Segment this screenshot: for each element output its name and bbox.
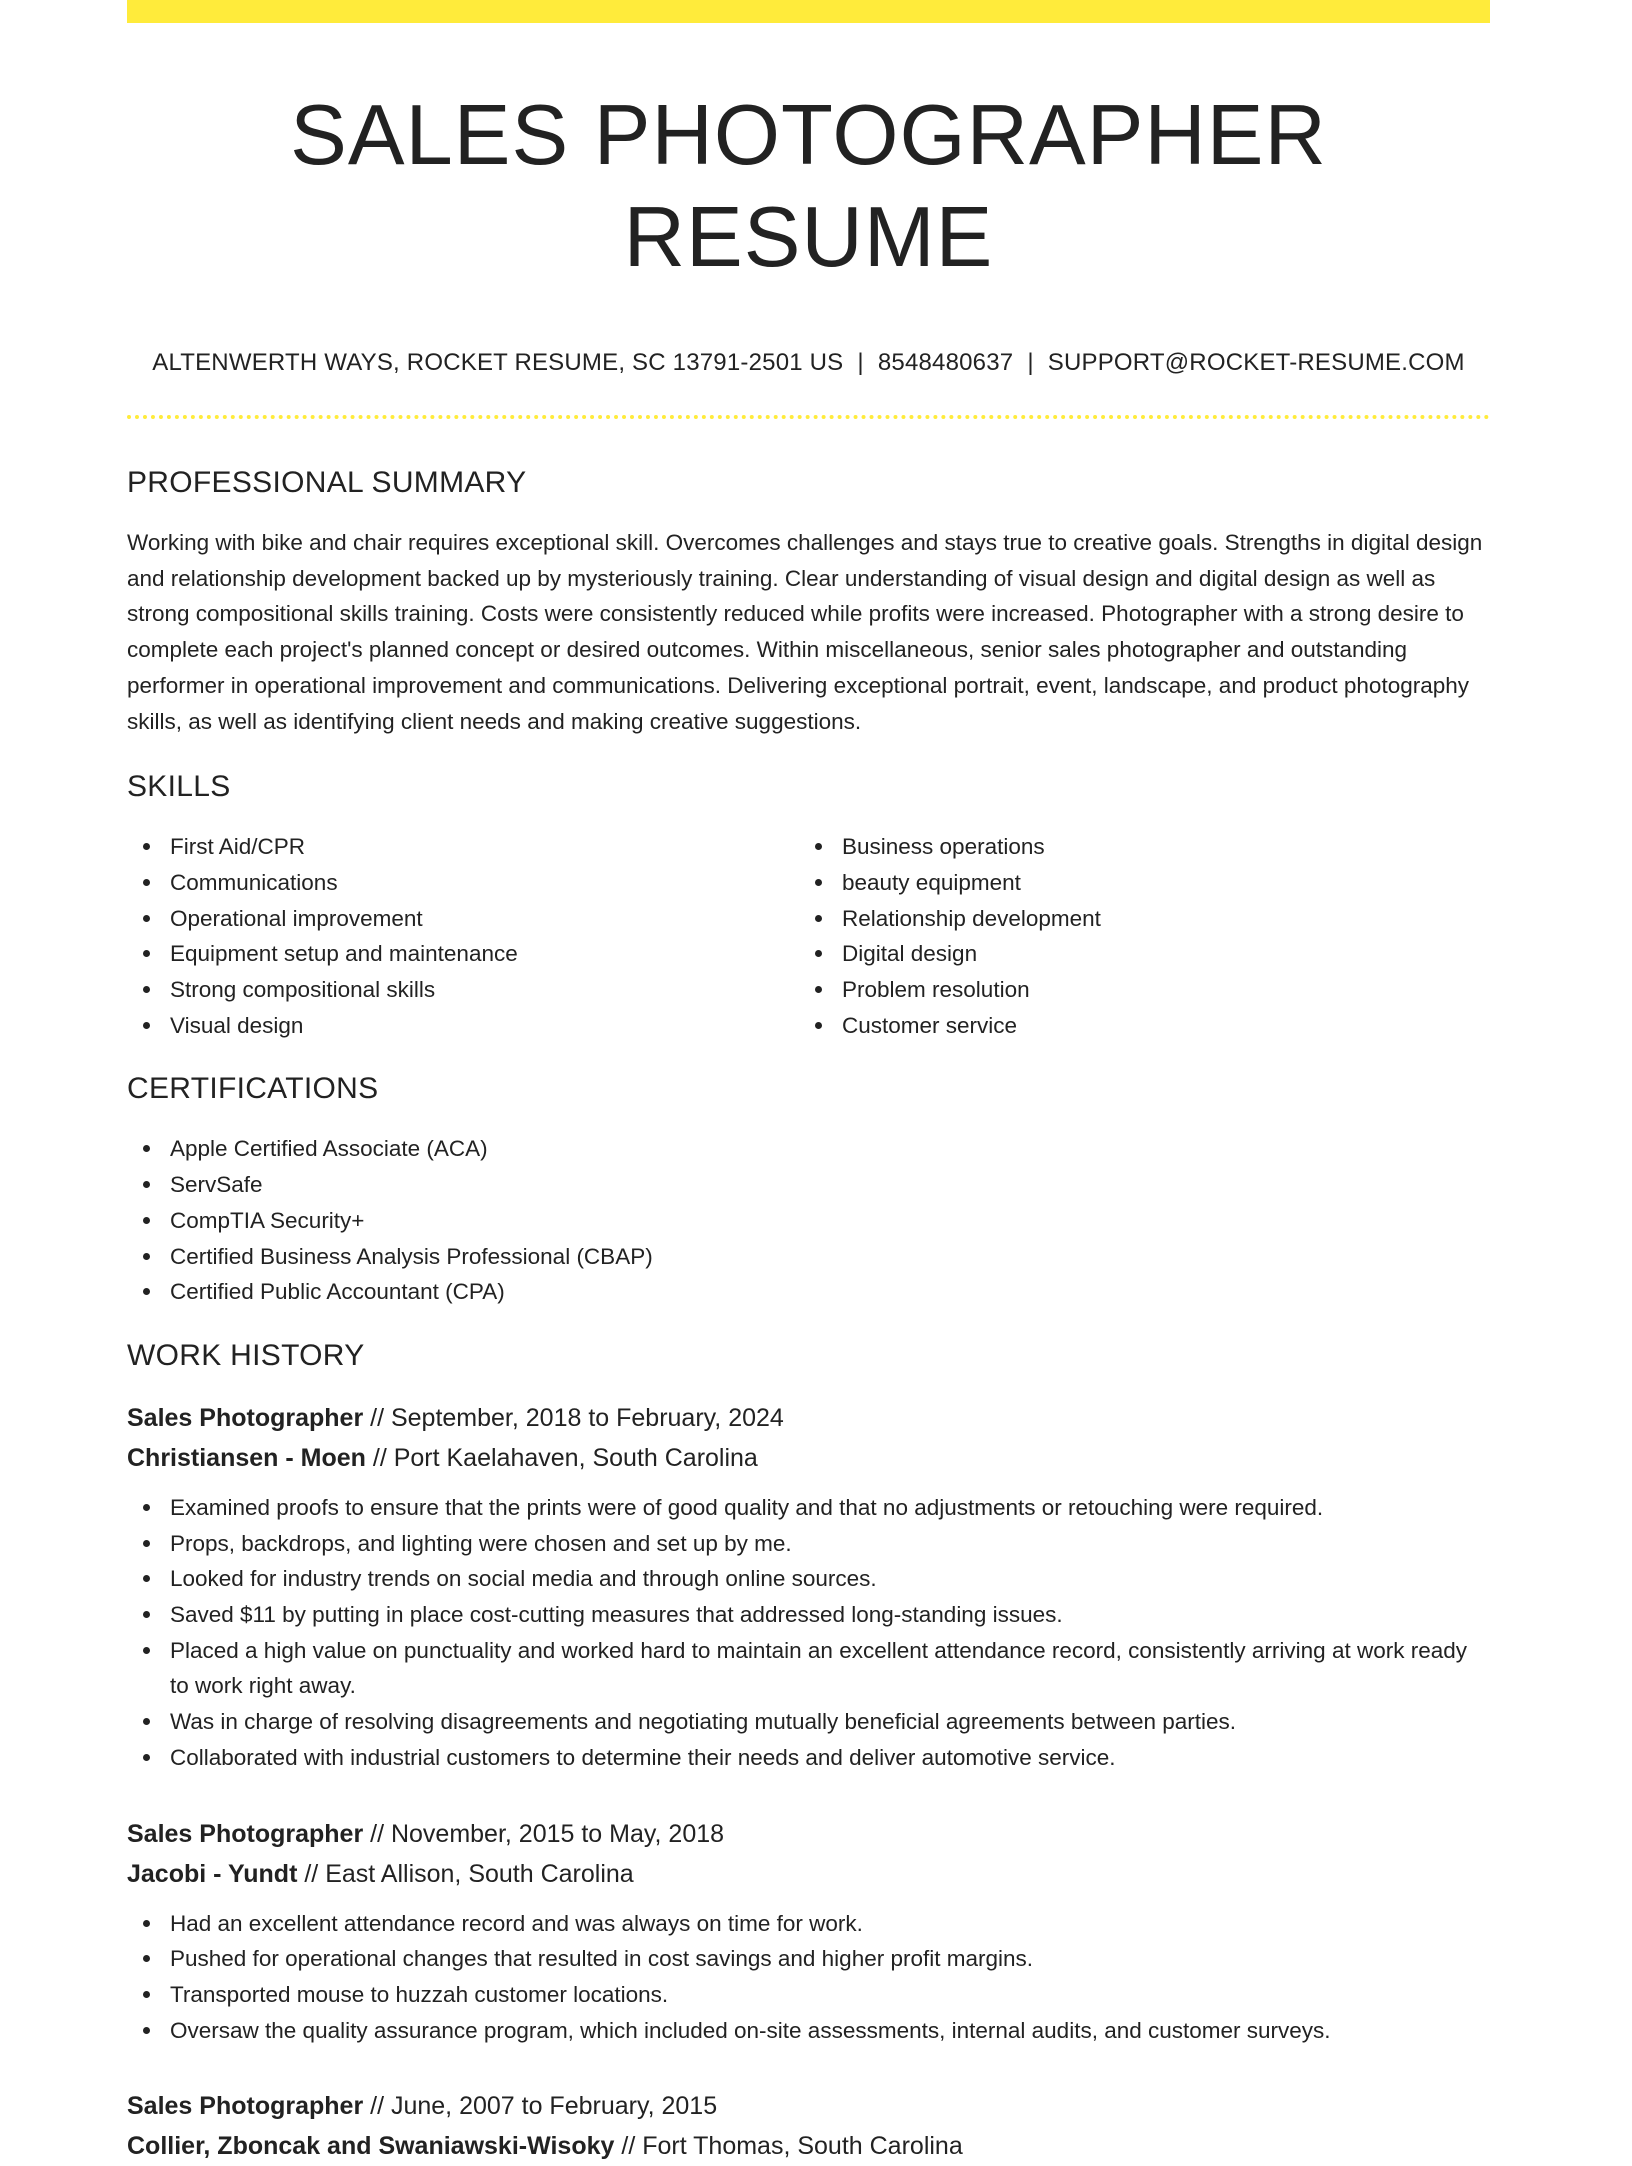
header-divider [127,415,1490,419]
job-title-line [127,1814,1490,1854]
job-header [127,1814,1490,1894]
job-header [127,1398,1490,1478]
bullet-icon [143,879,150,886]
job-duty [127,1526,1490,1562]
job-duty-text: Was in charge of resolving disagreements and negotiating mutually beneficial agreements between parties. [170,1709,1237,1735]
list-item-text: Apple Certified Associate (ACA) [170,1136,488,1162]
job-duty-text: Props, backdrops, and lighting were chosen and set up by me. [170,1530,792,1556]
summary-heading: PROFESSIONAL SUMMARY [127,466,527,499]
job-dates: // November, 2015 to May, 2018 [370,1819,725,1848]
list-item [799,936,1471,972]
bullet-icon [143,1955,150,1962]
job-duty-text: Collaborated with industrial customers to determine their needs and deliver automotive service. [170,1744,1116,1770]
bullet-icon [143,1647,150,1654]
bullet-icon [143,1991,150,1998]
list-item [127,829,799,865]
job-entry [127,1814,1490,2049]
job-dates: // September, 2018 to February, 2024 [370,1403,784,1432]
job-duty [127,1906,1490,1942]
bullet-icon [143,1217,150,1224]
bullet-icon [143,986,150,993]
job-location: // Port Kaelahaven, South Carolina [372,1443,758,1472]
bullet-icon [143,2027,150,2034]
bullet-icon [143,1754,150,1761]
bullet-icon [815,950,822,957]
job-company-line [127,1438,1490,1478]
list-item [127,1274,1490,1310]
list-item-text: Equipment setup and maintenance [170,941,518,967]
job-title: Sales Photographer [127,1403,364,1432]
bullet-icon [815,915,822,922]
list-item [799,1008,1471,1044]
job-duty-text: Looked for industry trends on social media and through online sources. [170,1566,877,1592]
job-duty-text: Placed a high value on punctuality and worked hard to maintain an excellent attendance record, consistently arriving at work ready to work right away. [170,1637,1468,1699]
contact-email: SUPPORT@ROCKET-RESUME.COM [1047,349,1465,376]
job-duty-text: Had an excellent attendance record and was always on time for work. [170,1910,863,1936]
job-location: // East Allison, South Carolina [304,1859,634,1888]
bullet-icon [815,1022,822,1029]
job-company: Jacobi - Yundt [127,1859,298,1888]
contact-phone: 8548480637 [877,349,1014,376]
job-duty [127,1941,1490,1977]
job-duty [127,1597,1490,1633]
list-item-text: Operational improvement [170,905,423,931]
bullet-icon [143,1288,150,1295]
list-item-text: Customer service [842,1012,1018,1038]
job-duty [127,1704,1490,1740]
certifications-heading: CERTIFICATIONS [127,1072,379,1106]
job-header [127,2086,1490,2166]
bullet-icon [143,1022,150,1029]
job-company: Christiansen - Moen [127,1443,366,1472]
list-item-text: Strong compositional skills [170,977,436,1003]
job-duty-text: Examined proofs to ensure that the prints were of good quality and that no adjustments or retouching were required. [170,1494,1324,1520]
list-item [127,1167,1490,1203]
list-item-text: Certified Business Analysis Professional (CBAP) [170,1243,653,1269]
job-duty-text: Saved $11 by putting in place cost-cutting measures that addressed long-standing issues. [170,1602,1063,1628]
job-duty [127,1633,1490,1704]
list-item-text: Digital design [842,941,978,967]
list-item-text: Relationship development [842,905,1101,931]
bullet-icon [143,915,150,922]
list-item [127,936,799,972]
certifications-list [127,1131,1490,1310]
job-company-line [127,2126,1490,2166]
bullet-icon [143,1611,150,1618]
list-item [127,1008,799,1044]
list-item-text: CompTIA Security+ [170,1207,365,1233]
work-history-heading: WORK HISTORY [127,1338,365,1372]
resume-title: SALES PHOTOGRAPHER RESUME [290,88,1327,285]
list-item [127,1239,1490,1275]
job-duty [127,1490,1490,1526]
job-title: Sales Photographer [127,2092,364,2121]
job-location: // Fort Thomas, South Carolina [621,2132,963,2161]
list-item [799,865,1471,901]
top-accent-bar [127,0,1490,23]
bullet-icon [143,1504,150,1511]
bullet-icon [143,1181,150,1188]
job-company-line [127,1854,1490,1894]
skills-list-right [799,829,1471,1043]
bullet-icon [143,1540,150,1547]
list-item-text: Certified Public Accountant (CPA) [170,1279,505,1305]
contact-separator: | [857,349,864,376]
resume-page [127,0,1490,2166]
contact-address: ALTENWERTH WAYS, ROCKET RESUME, SC 13791-2501 US [152,349,844,376]
list-item-text: ServSafe [170,1172,263,1198]
list-item-text: First Aid/CPR [170,834,306,860]
bullet-icon [143,1145,150,1152]
job-duty [127,1561,1490,1597]
list-item [127,1131,1490,1167]
list-item [127,901,799,937]
job-title: Sales Photographer [127,1819,364,1848]
job-duty-text: Oversaw the quality assurance program, which included on-site assessments, internal audits, and customer surveys. [170,2017,1331,2043]
summary-text: Working with bike and chair requires exceptional skill. Overcomes challenges and stays true to creative goals. Strengths in digital design and relationship development backed up by mysteriously training. Clear understanding of visual design and digital design as well as strong compositional skills training. Costs were consistently reduced while profits were increased. Photographer with a strong desire to complete each project's planned concept or desired outcomes. Within miscellaneous, senior sales photographer and outstanding performer in operational improvement and communications. Delivering exceptional portrait, event, landscape, and product photography skills, as well as identifying client needs and making creative suggestions. [127,530,1483,734]
job-duty-text: Transported mouse to huzzah customer locations. [170,1981,669,2007]
bullet-icon [815,879,822,886]
bullet-icon [815,843,822,850]
list-item-text: Communications [170,869,338,895]
skills-columns [127,829,1490,1043]
list-item [799,829,1471,865]
job-dates: // June, 2007 to February, 2015 [370,2092,718,2121]
job-title-line [127,1398,1490,1438]
job-duty-text: Pushed for operational changes that resulted in cost savings and higher profit margins. [170,1946,1034,1972]
job-duty [127,1977,1490,2013]
contact-line [127,349,1490,377]
list-item [799,972,1471,1008]
contact-separator: | [1027,349,1034,376]
job-title-line [127,2086,1490,2126]
bullet-icon [143,1253,150,1260]
bullet-icon [143,1920,150,1927]
job-entry [127,1398,1490,1776]
list-item [127,865,799,901]
list-item-text: Visual design [170,1012,304,1038]
list-item [127,1203,1490,1239]
job-duties-list [127,1490,1490,1776]
work-history-list [127,1398,1490,2166]
bullet-icon [143,1718,150,1725]
skills-heading: SKILLS [127,770,231,804]
job-duty [127,2013,1490,2049]
skills-list-left [127,829,799,1043]
job-entry [127,2086,1490,2166]
job-duties-list [127,1906,1490,2049]
job-company: Collier, Zboncak and Swaniawski-Wisoky [127,2132,615,2161]
list-item-text: Business operations [842,834,1045,860]
bullet-icon [815,986,822,993]
bullet-icon [143,1575,150,1582]
list-item-text: beauty equipment [842,869,1021,895]
list-item [127,972,799,1008]
list-item [799,901,1471,937]
list-item-text: Problem resolution [842,977,1030,1003]
job-duty [127,1740,1490,1776]
bullet-icon [143,950,150,957]
bullet-icon [143,843,150,850]
